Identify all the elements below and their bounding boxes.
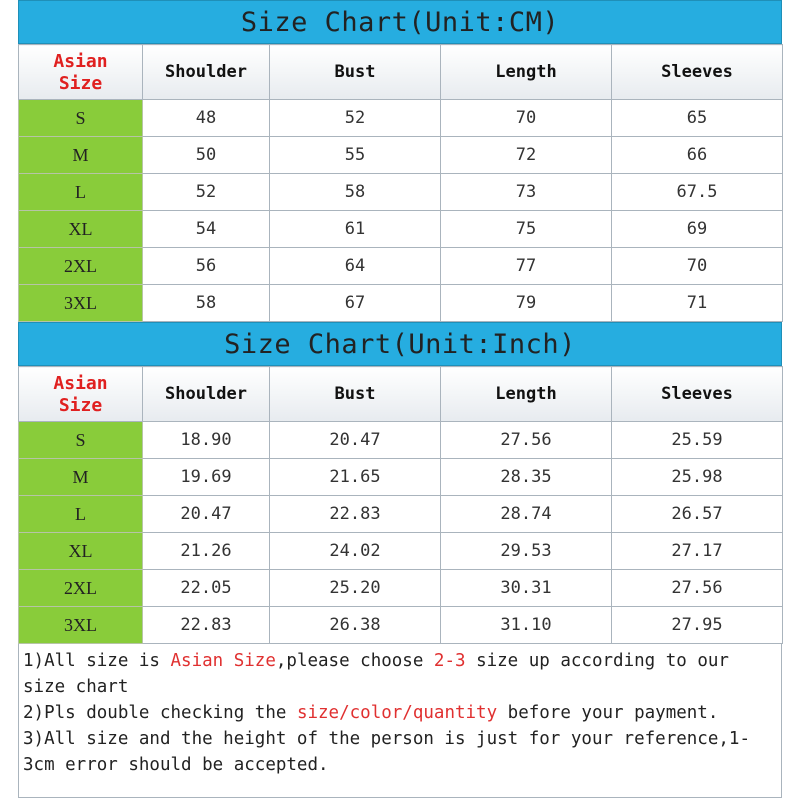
sleeves-header: Sleeves	[612, 45, 783, 100]
bust-value: 61	[270, 211, 441, 248]
length-value: 28.74	[441, 496, 612, 533]
shoulder-value: 21.26	[143, 533, 270, 570]
size-label: 2XL	[19, 570, 143, 607]
inch-chart-title: Size Chart(Unit:Inch)	[18, 322, 782, 366]
sleeves-value: 66	[612, 137, 783, 174]
length-value: 30.31	[441, 570, 612, 607]
asian-size-header-line1: Asian	[53, 51, 108, 72]
size-label: S	[19, 422, 143, 459]
table-row	[19, 496, 783, 533]
sleeves-value: 70	[612, 248, 783, 285]
table-row	[19, 422, 783, 459]
shoulder-value: 22.83	[143, 607, 270, 644]
size-label: M	[19, 137, 143, 174]
sleeves-value: 25.59	[612, 422, 783, 459]
shoulder-value: 58	[143, 285, 270, 322]
length-value: 28.35	[441, 459, 612, 496]
cm-size-table	[18, 44, 783, 322]
table-row	[19, 211, 783, 248]
shoulder-value: 52	[143, 174, 270, 211]
size-label: 3XL	[19, 607, 143, 644]
asian-size-header	[19, 45, 143, 100]
bust-header: Bust	[270, 367, 441, 422]
bust-value: 64	[270, 248, 441, 285]
bust-value: 67	[270, 285, 441, 322]
table-row	[19, 100, 783, 137]
bust-value: 24.02	[270, 533, 441, 570]
sleeves-value: 27.95	[612, 607, 783, 644]
note-2-highlight: size/color/quantity	[296, 703, 498, 723]
shoulder-value: 19.69	[143, 459, 270, 496]
table-row	[19, 533, 783, 570]
length-value: 77	[441, 248, 612, 285]
size-label: 3XL	[19, 285, 143, 322]
length-value: 79	[441, 285, 612, 322]
size-label: L	[19, 496, 143, 533]
length-value: 31.10	[441, 607, 612, 644]
shoulder-value: 20.47	[143, 496, 270, 533]
size-label: XL	[19, 533, 143, 570]
shoulder-value: 50	[143, 137, 270, 174]
note-3: 3)All size and the height of the person is just for your reference,1-3cm error should be accepted.	[23, 729, 750, 775]
note-1-text-middle: ,please choose	[275, 651, 434, 671]
shoulder-header: Shoulder	[143, 367, 270, 422]
bust-value: 25.20	[270, 570, 441, 607]
size-label: XL	[19, 211, 143, 248]
sleeves-value: 71	[612, 285, 783, 322]
length-header: Length	[441, 45, 612, 100]
note-2-text-end: before your payment.	[497, 703, 719, 723]
table-row	[19, 607, 783, 644]
sleeves-header: Sleeves	[612, 367, 783, 422]
table-row	[19, 459, 783, 496]
length-value: 29.53	[441, 533, 612, 570]
sleeves-value: 26.57	[612, 496, 783, 533]
note-2	[23, 700, 777, 726]
length-value: 73	[441, 174, 612, 211]
length-header: Length	[441, 367, 612, 422]
shoulder-value: 18.90	[143, 422, 270, 459]
bust-header: Bust	[270, 45, 441, 100]
length-value: 72	[441, 137, 612, 174]
table-row	[19, 248, 783, 285]
sleeves-value: 27.56	[612, 570, 783, 607]
sleeves-value: 27.17	[612, 533, 783, 570]
bust-value: 22.83	[270, 496, 441, 533]
sleeves-value: 65	[612, 100, 783, 137]
note-1-text-end: size up according to our size chart	[23, 651, 729, 697]
length-value: 75	[441, 211, 612, 248]
size-label: M	[19, 459, 143, 496]
sleeves-value: 69	[612, 211, 783, 248]
bust-value: 58	[270, 174, 441, 211]
table-row	[19, 137, 783, 174]
bust-value: 20.47	[270, 422, 441, 459]
sleeves-value: 25.98	[612, 459, 783, 496]
asian-size-header-line2: Size	[58, 73, 103, 94]
inch-header-row	[19, 367, 783, 422]
cm-header-row	[19, 45, 783, 100]
cm-chart-title: Size Chart(Unit:CM)	[18, 0, 782, 44]
length-value: 27.56	[441, 422, 612, 459]
shoulder-value: 54	[143, 211, 270, 248]
note-1-text: 1)All size is	[23, 651, 171, 671]
sleeves-value: 67.5	[612, 174, 783, 211]
note-2-text: 2)Pls double checking the	[23, 703, 297, 723]
size-label: L	[19, 174, 143, 211]
table-row	[19, 570, 783, 607]
size-notes	[18, 644, 782, 798]
bust-value: 26.38	[270, 607, 441, 644]
size-label: S	[19, 100, 143, 137]
bust-value: 55	[270, 137, 441, 174]
length-value: 70	[441, 100, 612, 137]
bust-value: 21.65	[270, 459, 441, 496]
inch-size-table	[18, 366, 783, 644]
asian-size-header	[19, 367, 143, 422]
bust-value: 52	[270, 100, 441, 137]
shoulder-value: 22.05	[143, 570, 270, 607]
shoulder-value: 56	[143, 248, 270, 285]
shoulder-value: 48	[143, 100, 270, 137]
table-row	[19, 174, 783, 211]
note-1-highlight-size-range: 2-3	[433, 651, 466, 671]
size-label: 2XL	[19, 248, 143, 285]
asian-size-header-line2: Size	[58, 395, 103, 416]
table-row	[19, 285, 783, 322]
asian-size-header-line1: Asian	[53, 373, 108, 394]
note-1	[23, 648, 777, 700]
size-chart-sheet	[18, 0, 782, 800]
shoulder-header: Shoulder	[143, 45, 270, 100]
note-1-highlight-asian-size: Asian Size	[170, 651, 276, 671]
